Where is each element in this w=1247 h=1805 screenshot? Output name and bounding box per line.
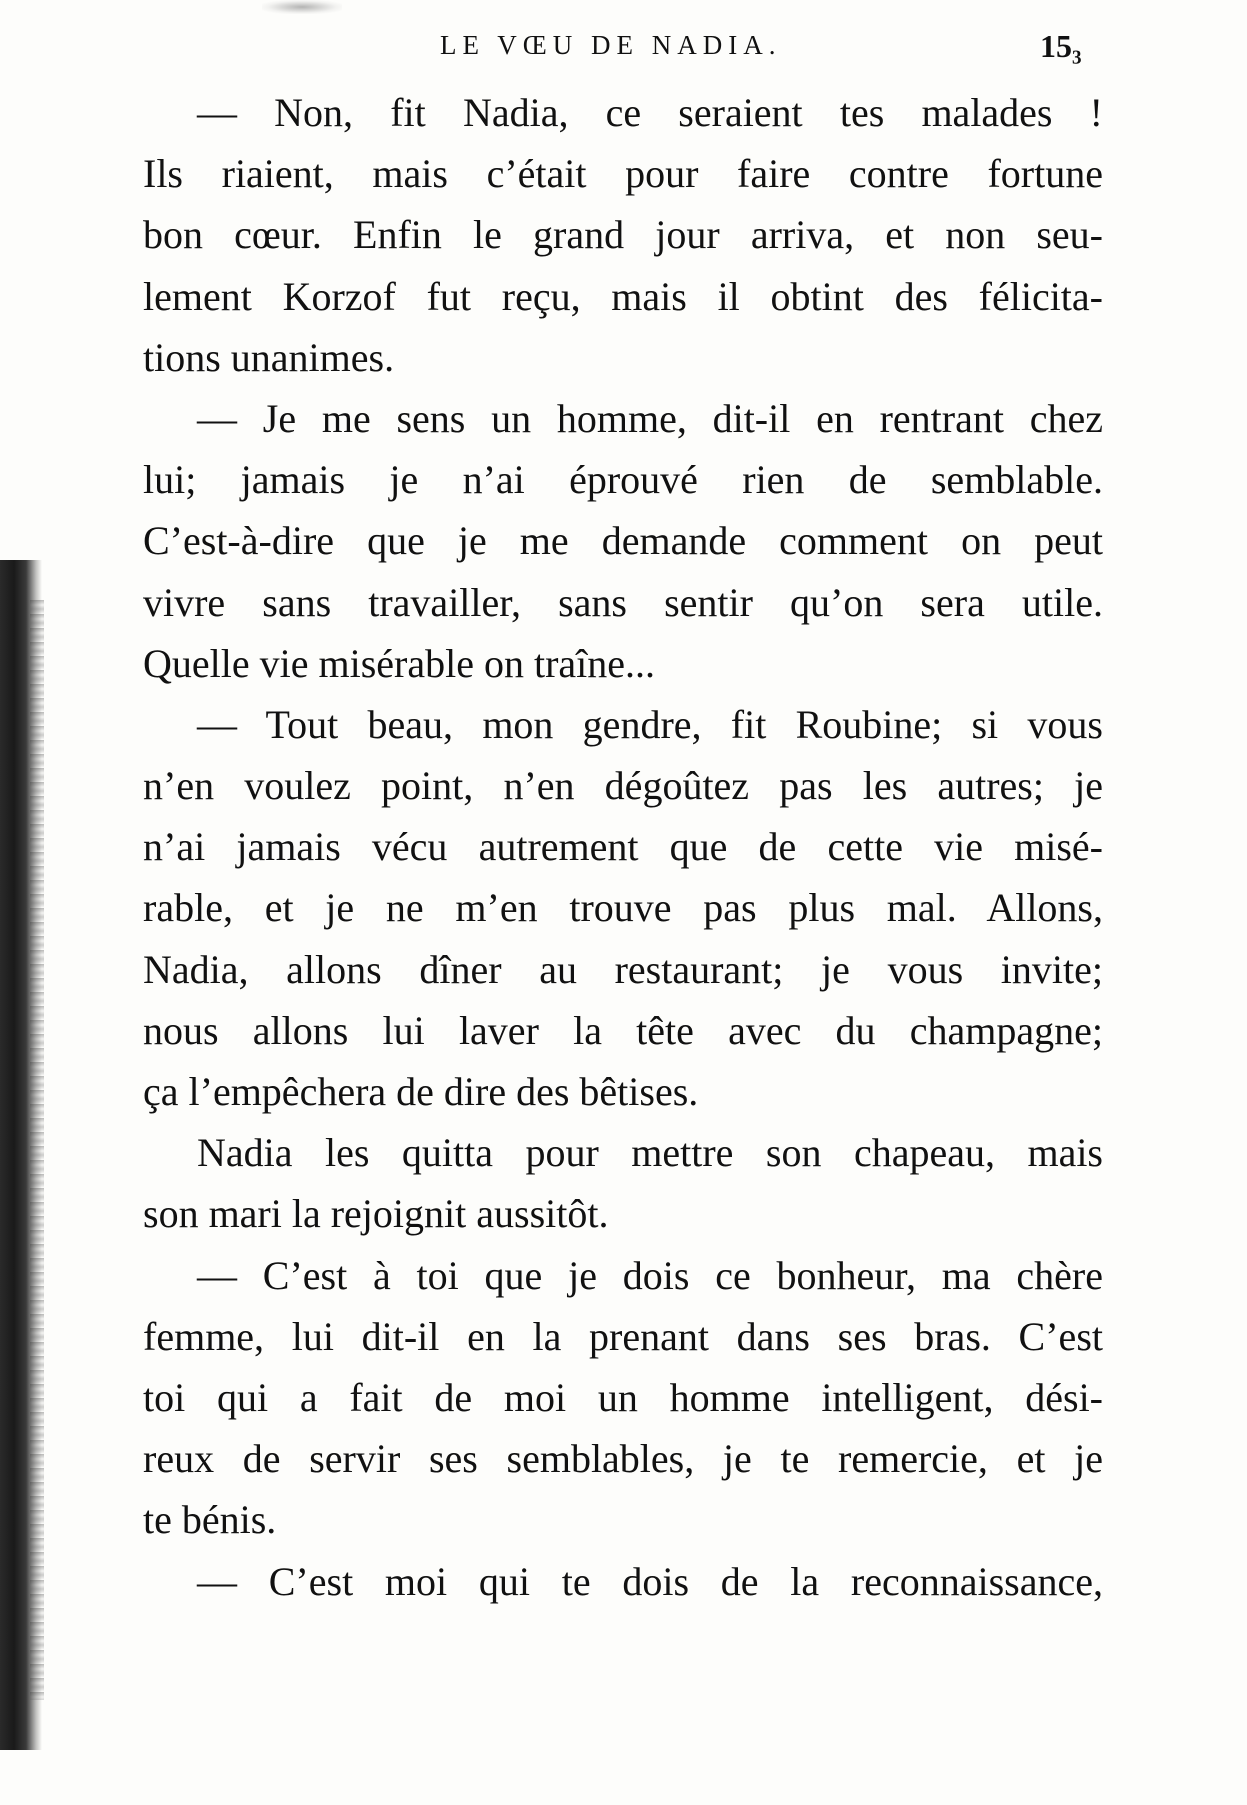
text-line: C’est-à-dire que je me demande comment on peut: [143, 518, 1103, 564]
text-line: lement Korzof fut reçu, mais il obtint des félicita-: [143, 273, 1103, 319]
text-line: tions unanimes.: [143, 334, 395, 380]
text-line: — C’est à toi que je dois ce bonheur, ma chère: [197, 1252, 1103, 1298]
body-text: [143, 82, 1103, 1612]
text-line: toi qui a fait de moi un homme intelligent, dési-: [143, 1374, 1103, 1420]
text-line: Nadia, allons dîner au restaurant; je vous invite;: [143, 946, 1103, 992]
text-line: — Tout beau, mon gendre, fit Roubine; si vous: [197, 701, 1103, 747]
running-title: LE VŒU DE NADIA.: [440, 30, 782, 60]
text-line: vivre sans travailler, sans sentir qu’on sera utile.: [143, 579, 1103, 625]
binding-shadow: [30, 600, 44, 1700]
text-line: bon cœur. Enfin le grand jour arriva, et non seu-: [143, 212, 1103, 258]
text-line: Quelle vie misérable on traîne...: [143, 640, 656, 686]
text-line: te bénis.: [143, 1497, 277, 1543]
text-line: n’en voulez point, n’en dégoûtez pas les autres; je: [143, 763, 1103, 809]
text-line: nous allons lui laver la tête avec du champagne;: [143, 1007, 1103, 1053]
text-line: rable, et je ne m’en trouve pas plus mal. Allons,: [143, 885, 1103, 931]
page-number: 15₃: [1040, 28, 1082, 64]
ink-smudge: [262, 0, 342, 14]
text-line: ça l’empêchera de dire des bêtises.: [143, 1069, 699, 1114]
text-line: — Je me sens un homme, dit-il en rentrant chez: [197, 395, 1103, 441]
text-line: Ils riaient, mais c’était pour faire contre fortune: [143, 151, 1103, 197]
text-line: femme, lui dit-il en la prenant dans ses bras. C’est: [143, 1313, 1103, 1359]
text-line: son mari la rejoignit aussitôt.: [143, 1191, 609, 1237]
running-head: [140, 30, 1100, 70]
text-line: reux de servir ses semblables, je te remercie, et je: [143, 1436, 1103, 1482]
text-line: n’ai jamais vécu autrement que de cette vie misé-: [143, 824, 1103, 870]
text-line: — C’est moi qui te dois de la reconnaissance,: [197, 1558, 1103, 1604]
text-line: — Non, fit Nadia, ce seraient tes malades !: [197, 90, 1103, 135]
text-line: lui; jamais je n’ai éprouvé rien de semblable.: [143, 457, 1103, 503]
text-line: Nadia les quitta pour mettre son chapeau, mais: [197, 1130, 1103, 1176]
